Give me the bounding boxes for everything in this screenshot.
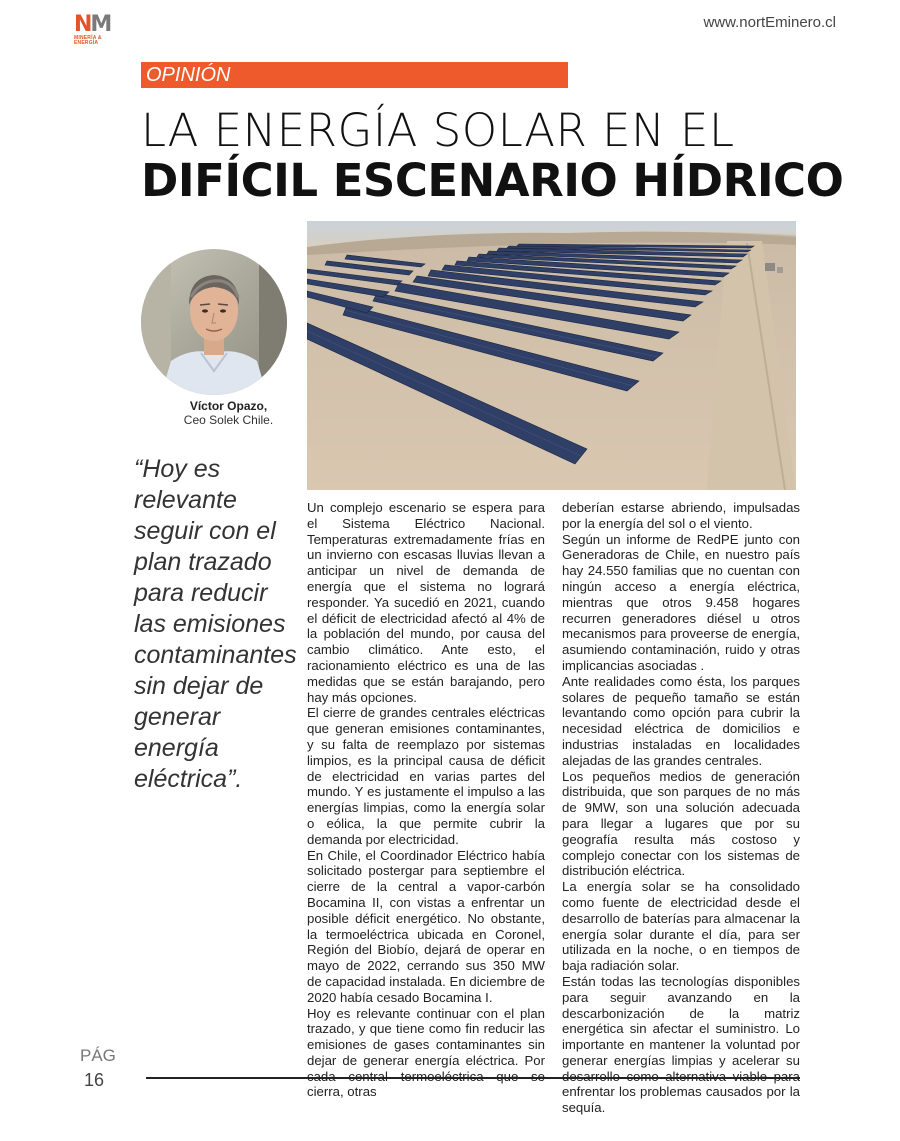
solar-farm-photo xyxy=(307,221,796,490)
article-paragraph: La energía solar se ha consolidado como fuente de electricidad desde el desarrollo de baterías para almacenar la energía solar durante el día, para ser utilizada en la noche, o en tiempos de baja radiación solar. xyxy=(562,879,800,974)
headline-line-2: DIFÍCIL ESCENARIO HÍDRICO xyxy=(141,154,844,207)
logo-letter-n: N xyxy=(74,12,91,37)
page-number: 16 xyxy=(84,1070,105,1090)
article-paragraph: Ante realidades como ésta, los parques solares de pequeño tamaño se están levantando como opción para cubrir la necesidad eléctrica de domicilios e industrias instaladas en localidades alejadas de las grandes centrales. xyxy=(562,673,800,768)
article-paragraph: Un complejo escenario se espera para el Sistema Eléctrico Nacional. Temperaturas extremadamente frías en un invierno con escasas lluvias llevan a anticipar un nivel de demanda de energía que el sistema no logrará responder. Ya sucedió en 2021, cuando el déficit de electricidad afectó al 4% de la población del mundo, por causa del cambio climático. Ante esto, el racionamiento eléctrico es una de las medidas que se están barajando, pero hay más opciones. xyxy=(307,500,545,705)
section-label: OPINIÓN xyxy=(146,64,231,86)
article-paragraph: El cierre de grandes centrales eléctricas que generan emisiones contaminantes, y su falta de reemplazo por sistemas limpios, es la principal causa de déficit de electricidad en varias partes del mundo. Y es justamente el impulso a las energías limpias, como la energía solar o eólica, la que permite cubrir la demanda por electricidad. xyxy=(307,705,545,847)
footer-divider xyxy=(146,1077,800,1079)
author-role: Ceo Solek Chile. xyxy=(183,413,274,427)
article-paragraph: En Chile, el Coordinador Eléctrico había solicitado postergar para septiembre el cierre de la central a vapor-carbón Bocamina II, con vistas a enfrentar un posible déficit energético. No obstante, la termoeléctrica ubicada en Coronel, Región del Biobío, dejará de operar en mayo de 2022, cerrando sus 350 MW de capacidad instalada. En diciembre de 2020 había cesado Bocamina I. xyxy=(307,847,545,1005)
article-paragraph: Están todas las tecnologías disponibles para seguir avanzando en la descarbonización de la matriz energética sin afectar el suministro. Lo importante en mantener la voluntad por generar energías limpias y acelerar su enfrentar los problemas causados por la sequía. xyxy=(562,973,800,1116)
headline-line-1: LA ENERGÍA SOLAR EN EL xyxy=(141,104,735,157)
pull-quote: “Hoy es relevante seguir con el plan trazado para reducir las emisiones contaminantes sin dejar de generar energía eléctrica”. xyxy=(134,455,297,793)
header-url: www.nortEminero.cl xyxy=(703,14,836,31)
article-paragraph: Los pequeños medios de generación distribuida, que son parques de no más de 9MW, son una solución adecuada para llegar a lugares que por su geografía resulta más costoso y complejo conectar con los sistemas de distribución eléctrica. xyxy=(562,768,800,879)
magazine-logo xyxy=(74,14,110,44)
logo-subtitle: MINERÍA & ENERGÍA xyxy=(74,35,102,46)
section-banner xyxy=(141,62,568,88)
author-portrait xyxy=(141,249,287,395)
article-column-2 xyxy=(562,500,800,1116)
article-paragraph: Según un informe de RedPE junto con Generadoras de Chile, en nuestro país hay 24.550 familias que no cuentan con ningún acceso a energía eléctrica, mientras que otros 9.458 hogares recurren generadores diésel u otros mecanismos para proveerse de energía, asumiendo contaminación, ruido y otras implicancias asociadas . xyxy=(562,531,800,673)
logo-letter-m: M xyxy=(90,12,111,37)
author-name: Víctor Opazo, xyxy=(189,399,268,413)
article-paragraph: deberían estarse abriendo, impulsadas por la energía del sol o el viento. xyxy=(562,500,800,531)
page-label: PÁG xyxy=(80,1046,116,1065)
article-column-1 xyxy=(307,500,545,1100)
article-paragraph: Hoy es relevante continuar con el plan trazado, y que tiene como fin reducir las emisiones de gases contaminantes sin dejar de generar energía eléctrica. Por cierra, otras xyxy=(307,1005,545,1100)
